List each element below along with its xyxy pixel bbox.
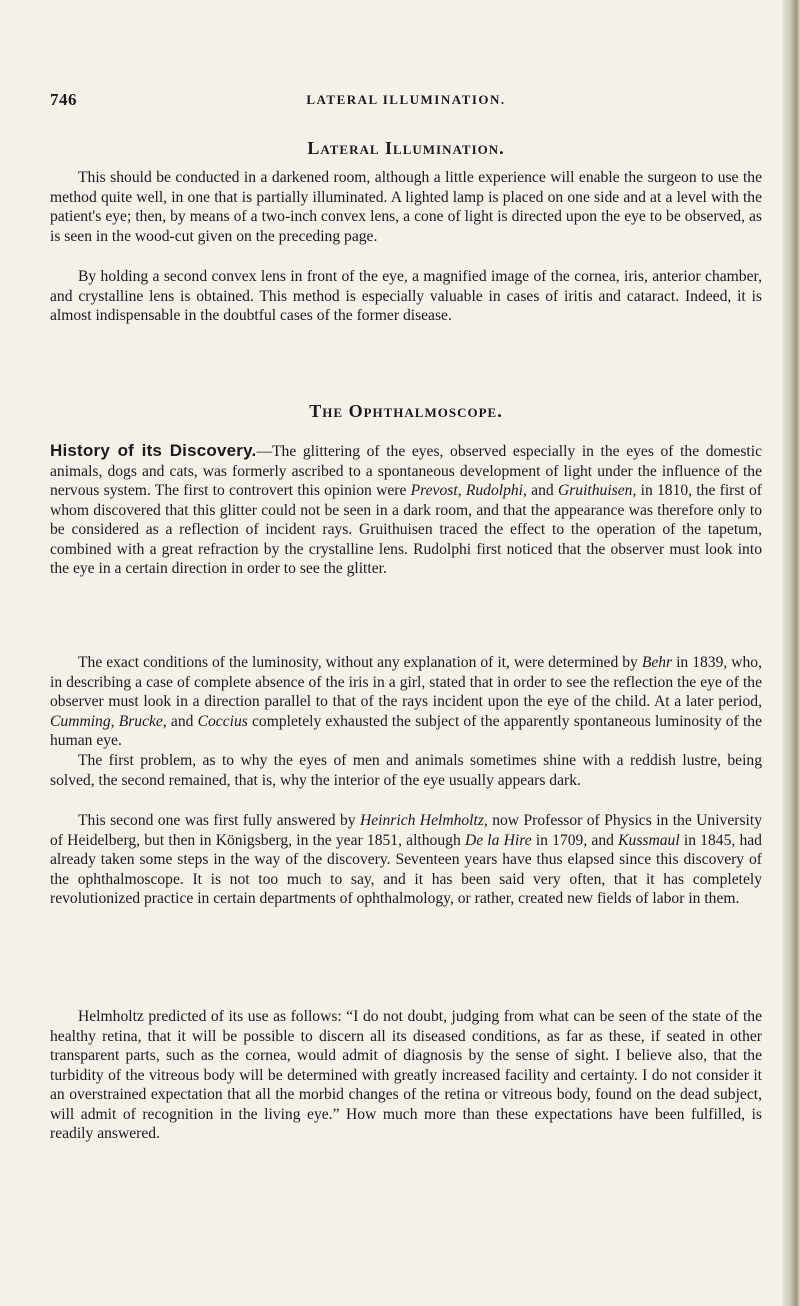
name-gruithuisen: Gruithuisen <box>557 482 633 499</box>
separator: , <box>457 482 466 499</box>
name-coccius: Coccius <box>197 712 248 730</box>
name-cumming: Cumming <box>50 712 111 730</box>
behr-text: in 1839, who, in describing a case of complete absence of the iris in a girl, stated that in order to see the reflection the eye of the observer must look in a direction parallel to that of the rays incident upon the eye of the child. At a later period, <box>50 654 762 710</box>
name-behr: Behr <box>641 654 673 671</box>
paragraph-behr <box>50 653 762 751</box>
running-head <box>50 90 762 114</box>
name-prevost: Prevost <box>410 482 458 499</box>
separator: , and <box>162 712 198 730</box>
helmholtz-text: This second one was first fully answered by <box>78 812 360 829</box>
running-head-title: LATERAL ILLUMINATION. <box>306 92 506 107</box>
paragraph-helmholtz <box>50 811 762 909</box>
paragraph-lateral-setup: This should be conducted in a darkened room, although a little experience will enable the surgeon to use the method quite well, in one that is partially illuminated. A lighted lamp is placed on one side and at a level with the patient's eye; then, by means of a two-inch convex lens, a cone of light is directed upon the eye to be observed, as is seen in the wood-cut given on the preceding page. <box>50 169 762 245</box>
name-rudolphi: Rudolphi <box>465 482 524 499</box>
section-heading-ophthalmoscope: The Ophthalmoscope. <box>309 401 503 421</box>
name-de-la-hire: De la Hire <box>464 831 532 849</box>
paragraph-first-problem: The first problem, as to why the eyes of men and animals sometimes shine with a reddish lustre, being solved, the second remained, that is, why the interior of the eye usually appears dark. <box>50 752 762 789</box>
paragraph-helmholtz-prediction: Helmholtz predicted of its use as follows: “I do not doubt, judging from what can be seen of the state of the healthy retina, that it will be possible to discern all its diseased conditions, as far as these, if seated in other transparent parts, such as the cornea, would admit of diagnosis by the sense of sight. I believe also, that the turbidity of the vitreous body will be determined with greatly increased facility and certainty. I do not consider it an overstrained expectation that all the morbid changes of the retina or vitreous body, found on the dead subject, will admit of recognition in the living eye.” How much more than these expectations have been fulfilled, is readily answered. <box>50 1008 762 1142</box>
helmholtz-text: in 1845, had already taken some steps in the way of the discovery. Seventeen years have thus elapsed since this discovery of the ophthalmoscope. It is not too much to say, and it has been said very often, that it has completely revolutionized practice in certain departments of ophthalmology, or rather, created new fields of labor in them. <box>50 831 762 907</box>
behr-text: The exact conditions of the luminosity, without any explanation of it, were determined by <box>78 654 642 671</box>
paragraph-second-lens: By holding a second convex lens in front of the eye, a magnified image of the cornea, iris, anterior chamber, and crystalline lens is obtained. This method is especially valuable in cases of iritis and cataract. Indeed, it is almost indispensable in the doubtful cases of the former disease. <box>50 268 762 324</box>
page-number: 746 <box>50 90 77 109</box>
name-kussmaul: Kussmaul <box>618 831 680 849</box>
helmholtz-text: in 1709, and <box>531 831 619 849</box>
separator: , and <box>523 482 558 499</box>
behr-text: completely exhausted the subject of the apparently spontaneous luminosity of the human eye. <box>50 712 762 749</box>
separator: , <box>110 712 119 730</box>
history-text: , in 1810, the first of whom discovered that this glitter could not be seen in a dark room, and that the appearance was therefore only to be considered as a reflection of incident rays. Gruithuisen traced the effect to the operation of the tapetum, combined with a great refraction by the crystalline lens. Rudolphi first noticed that the observer must look into the eye in a certain direction in order to see the glitter. <box>50 482 762 577</box>
history-text: —The glittering of the eyes, observed especially in the eyes of the domestic animals, dogs and cats, was formerly ascribed to a spontaneous development of light under the influence of the nervous system. The first to controvert this opinion were <box>50 443 763 499</box>
name-heinrich-helmholtz: Heinrich Helmholtz <box>359 812 484 829</box>
name-brucke: Brucke <box>118 712 163 730</box>
page-edge-shadow <box>782 0 800 1306</box>
run-in-heading: History of its Discovery. <box>50 441 257 460</box>
section-heading-lateral-illumination: Lateral Illumination. <box>307 138 505 158</box>
paragraph-history <box>50 441 762 579</box>
helmholtz-text: , now Professor of Physics in the University of Heidelberg, but then in Königsberg, in the year 1851, although <box>50 812 762 849</box>
